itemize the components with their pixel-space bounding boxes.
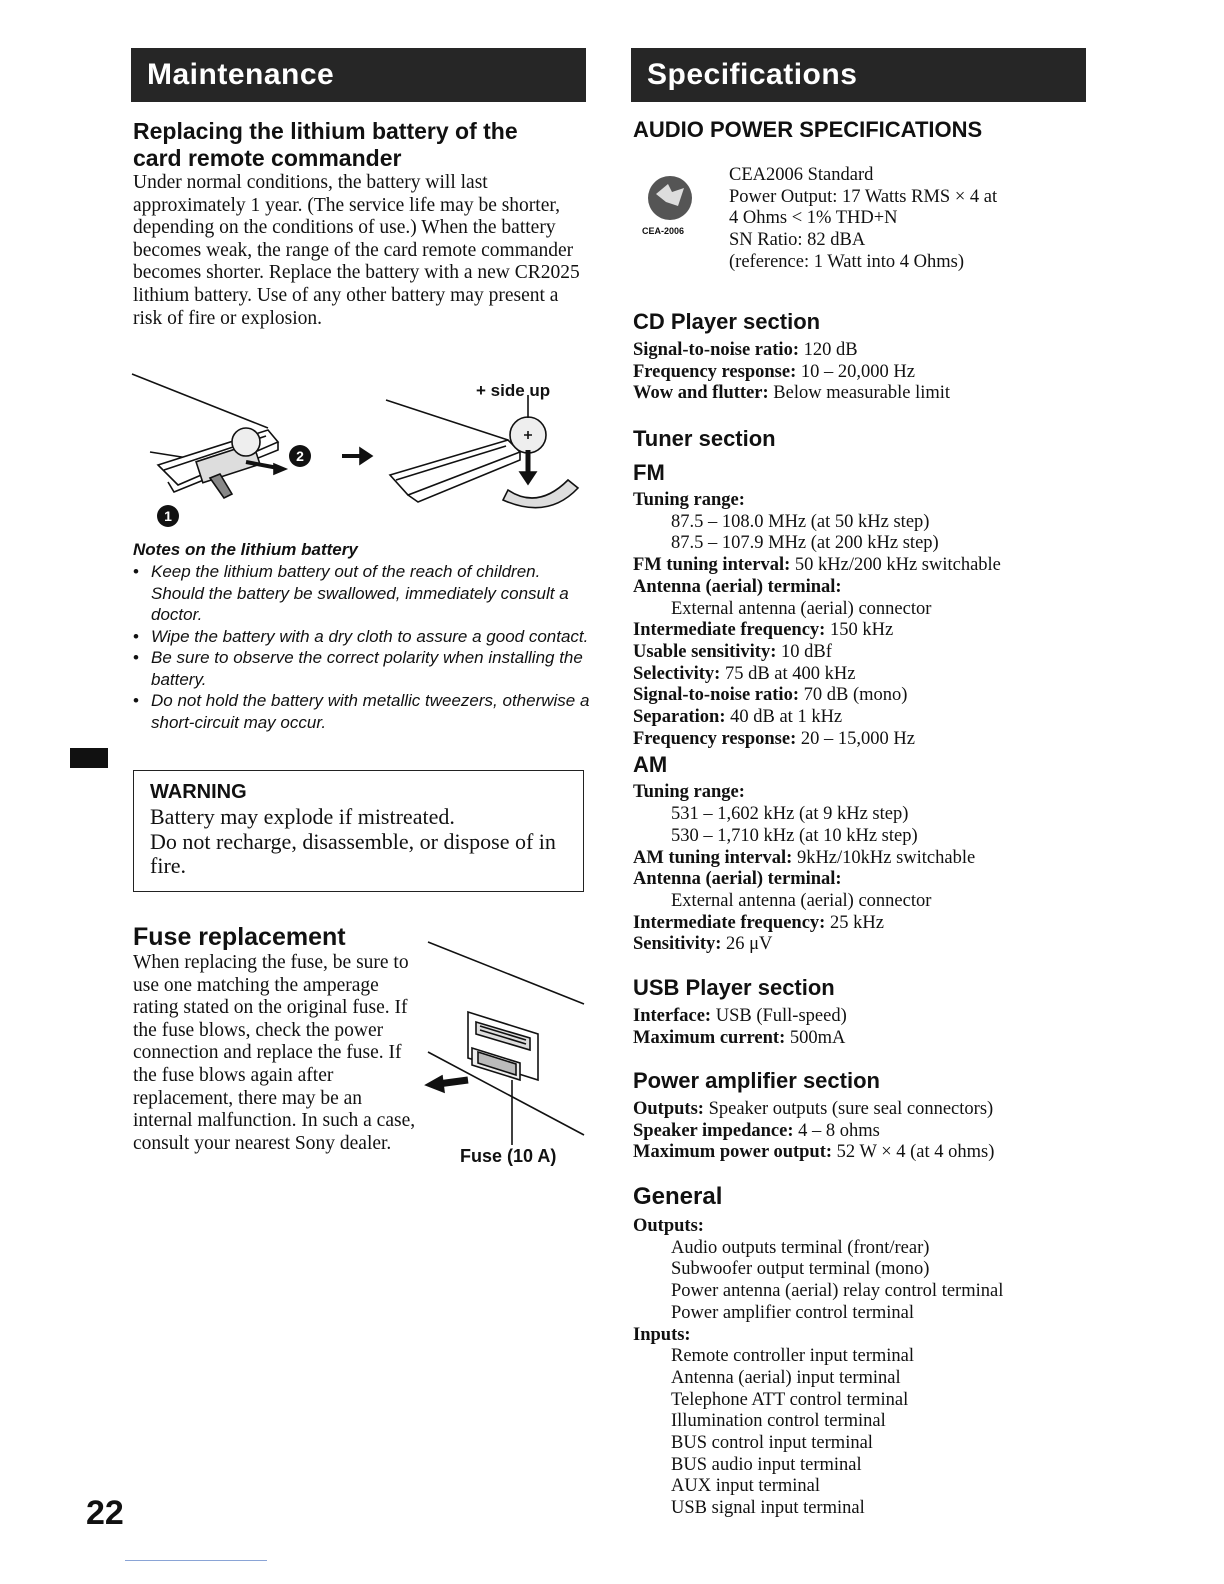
battery-title-line2: card remote commander bbox=[133, 145, 402, 171]
fuse-figure-label: Fuse (10 A) bbox=[460, 1146, 557, 1166]
logo-text: CEA-2006 bbox=[642, 226, 685, 236]
cd-title: CD Player section bbox=[633, 309, 821, 334]
maintenance-header: Maintenance bbox=[131, 48, 586, 102]
amp-section bbox=[633, 1068, 994, 1164]
fm-antenna-value: External antenna (aerial) connector bbox=[671, 598, 932, 619]
warning-box bbox=[133, 770, 584, 892]
note-item: • Do not hold the battery with metallic tweezers, otherwise a short-circuit may occur. bbox=[133, 690, 593, 733]
page-number: 22 bbox=[86, 1494, 124, 1532]
tuner-title: Tuner section bbox=[633, 426, 776, 451]
am-row: AM tuning interval: 9kHz/10kHz switchable bbox=[633, 847, 976, 868]
fm-row: Separation: 40 dB at 1 kHz bbox=[633, 707, 843, 728]
am-label: AM bbox=[633, 752, 668, 778]
step-1-badge: 1 bbox=[164, 508, 172, 524]
output-item: Power amplifier control terminal bbox=[671, 1302, 914, 1323]
warning-line2: Do not recharge, disassemble, or dispose of in fire. bbox=[150, 828, 556, 878]
fm-range: 87.5 – 108.0 MHz (at 50 kHz step) bbox=[671, 511, 930, 532]
am-range: 530 – 1,710 kHz (at 10 kHz step) bbox=[671, 825, 918, 846]
amp-row: Speaker impedance: 4 – 8 ohms bbox=[633, 1120, 880, 1141]
notes-list bbox=[133, 561, 593, 733]
fm-range: 87.5 – 107.9 MHz (at 200 kHz step) bbox=[671, 533, 939, 554]
am-range: 531 – 1,602 kHz (at 9 kHz step) bbox=[671, 804, 909, 825]
tuner-section bbox=[633, 426, 1001, 956]
note-item: • Be sure to observe the correct polarity when installing the battery. bbox=[133, 647, 593, 690]
usb-row: Interface: USB (Full-speed) bbox=[633, 1006, 847, 1026]
fm-antenna-label: Antenna (aerial) terminal: bbox=[633, 576, 842, 597]
audio-line: CEA2006 Standard bbox=[729, 165, 874, 185]
fm-row: Selectivity: 75 dB at 400 kHz bbox=[633, 663, 856, 684]
usb-section bbox=[633, 975, 847, 1049]
fuse-body: When replacing the fuse, be sure to use one matching the amperage rating stated on the original fuse. If the fuse blows, check the power connection and replace the fuse. If the fuse blows again after replacement, there may be an internal malfunction. In such a case, consult your nearest Sony dealer. bbox=[133, 952, 416, 1154]
battery-section bbox=[133, 118, 588, 330]
fm-row: Intermediate frequency: 150 kHz bbox=[633, 620, 894, 641]
am-antenna-value: External antenna (aerial) connector bbox=[671, 890, 932, 911]
notes-title: Notes on the lithium battery bbox=[133, 540, 358, 559]
outputs-label: Outputs: bbox=[633, 1216, 704, 1236]
general-section bbox=[633, 1184, 1003, 1520]
fuse-title: Fuse replacement bbox=[133, 923, 346, 951]
warning-title: WARNING bbox=[150, 781, 247, 803]
am-antenna-label: Antenna (aerial) terminal: bbox=[633, 869, 842, 890]
audio-line: Power Output: 17 Watts RMS × 4 at bbox=[729, 186, 998, 207]
input-item: USB signal input terminal bbox=[671, 1498, 865, 1519]
input-item: AUX input terminal bbox=[671, 1476, 821, 1497]
amp-title: Power amplifier section bbox=[633, 1068, 880, 1093]
footer-rule bbox=[125, 1560, 267, 1561]
fm-label: FM bbox=[633, 460, 665, 485]
inputs-label: Inputs: bbox=[633, 1324, 691, 1345]
am-tuning-range-label: Tuning range: bbox=[633, 782, 745, 803]
notes-section bbox=[133, 539, 593, 733]
input-item: BUS audio input terminal bbox=[671, 1454, 862, 1475]
input-item: Remote controller input terminal bbox=[671, 1346, 915, 1367]
step-2-badge: 2 bbox=[296, 448, 304, 464]
audio-power-lines bbox=[729, 165, 997, 274]
output-item: Subwoofer output terminal (mono) bbox=[671, 1259, 930, 1280]
audio-power-title: AUDIO POWER SPECIFICATIONS bbox=[633, 117, 983, 142]
cea-compliance-logo bbox=[632, 162, 712, 242]
audio-line: (reference: 1 Watt into 4 Ohms) bbox=[729, 251, 964, 272]
amp-row: Maximum power output: 52 W × 4 (at 4 ohms) bbox=[633, 1142, 995, 1163]
general-title: General bbox=[633, 1183, 723, 1210]
specifications-header: Specifications bbox=[631, 48, 1086, 102]
audio-line: SN Ratio: 82 dBA bbox=[729, 230, 866, 251]
fm-row: Signal-to-noise ratio: 70 dB (mono) bbox=[633, 685, 908, 706]
cd-row: Wow and flutter: Below measurable limit bbox=[633, 383, 951, 404]
cd-row: Frequency response: 10 – 20,000 Hz bbox=[633, 361, 915, 382]
usb-row: Maximum current: 500mA bbox=[633, 1027, 846, 1048]
input-item: Antenna (aerial) input terminal bbox=[671, 1367, 901, 1388]
battery-title-line1: Replacing the lithium battery of the bbox=[133, 118, 518, 144]
input-item: BUS control input terminal bbox=[671, 1433, 873, 1454]
output-item: Power antenna (aerial) relay control terminal bbox=[671, 1281, 1004, 1302]
fuse-section bbox=[133, 922, 418, 1155]
cd-section bbox=[633, 309, 950, 405]
note-item: • Wipe the battery with a dry cloth to assure a good contact. bbox=[133, 626, 593, 648]
output-item: Audio outputs terminal (front/rear) bbox=[671, 1237, 930, 1258]
fm-row: Frequency response: 20 – 15,000 Hz bbox=[633, 728, 915, 749]
fm-row: FM tuning interval: 50 kHz/200 kHz switchable bbox=[633, 555, 1001, 576]
am-row: Sensitivity: 26 μV bbox=[633, 934, 773, 955]
cd-row: Signal-to-noise ratio: 120 dB bbox=[633, 340, 858, 360]
amp-row: Outputs: Speaker outputs (sure seal connectors) bbox=[633, 1099, 994, 1119]
fm-row: Usable sensitivity: 10 dBf bbox=[633, 641, 832, 662]
fuse-illustration bbox=[420, 930, 590, 1145]
section-tab-marker bbox=[70, 748, 108, 768]
usb-title: USB Player section bbox=[633, 975, 835, 1000]
battery-body: Under normal conditions, the battery will last approximately 1 year. (The service life may be shorter, depending on the conditions of use.) When the battery becomes weak, the range of the card remote commander becomes shorter. Replace the battery with a new CR2025 lithium battery. Use of any other battery may present a risk of fire or explosion. bbox=[133, 172, 580, 329]
battery-figure-label: + side up bbox=[476, 381, 551, 400]
fm-tuning-range-label: Tuning range: bbox=[633, 490, 745, 510]
audio-line: 4 Ohms < 1% THD+N bbox=[729, 208, 898, 229]
input-item: Telephone ATT control terminal bbox=[671, 1389, 909, 1410]
am-row: Intermediate frequency: 25 kHz bbox=[633, 912, 884, 933]
input-item: Illumination control terminal bbox=[671, 1411, 886, 1432]
warning-line1: Battery may explode if mistreated. bbox=[150, 804, 455, 829]
note-item: • Keep the lithium battery out of the reach of children. Should the battery be swallowed, immediately consult a doctor. bbox=[133, 561, 593, 626]
